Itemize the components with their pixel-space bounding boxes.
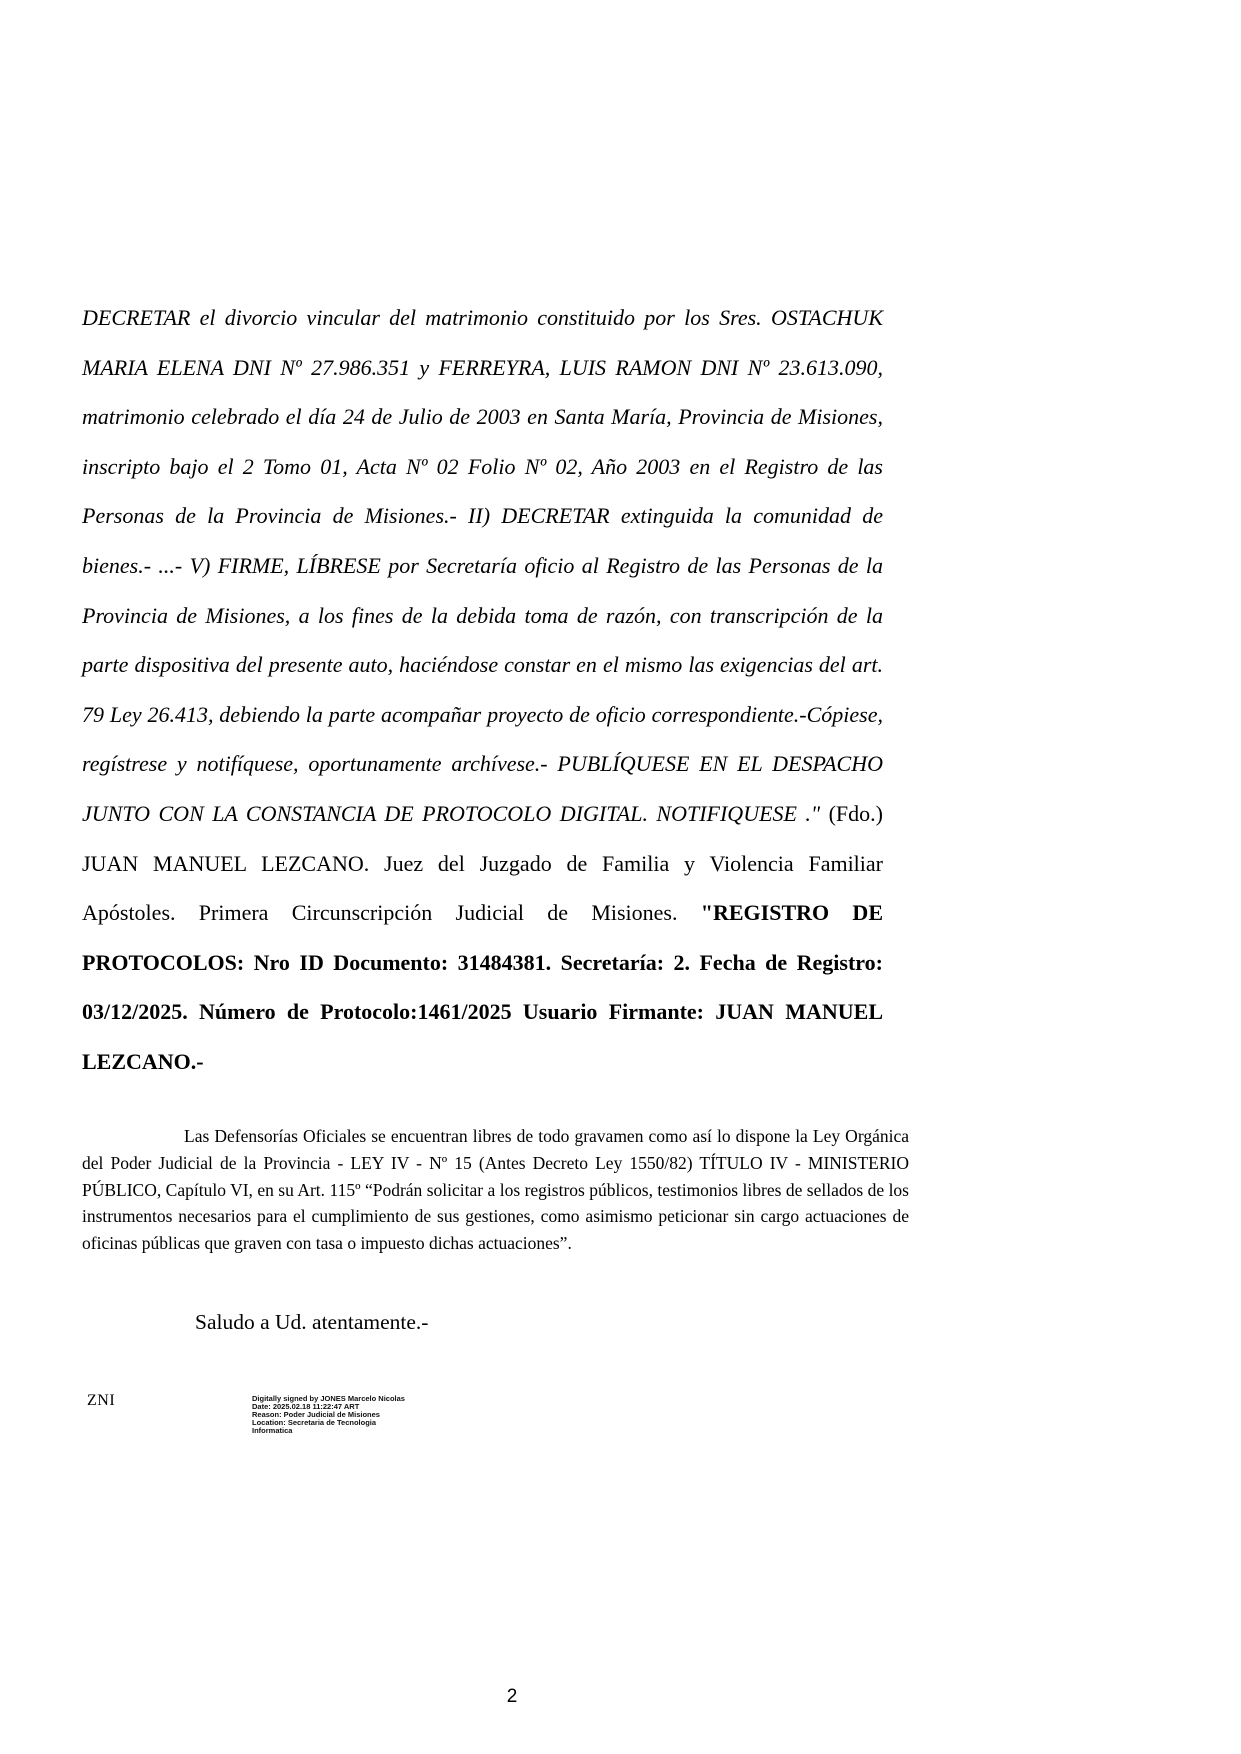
decree-paragraph bbox=[82, 293, 883, 1087]
page-number: 2 bbox=[506, 1686, 518, 1707]
stamp-line-signed-by: Digitally signed by JONES Marcelo Nicolas bbox=[252, 1394, 405, 1403]
statutory-footnote-text: Las Defensorías Oficiales se encuentran libres de todo gravamen como así lo dispone la Ley Orgánica del Poder Judicial de la Provincia - LEY IV - Nº 15 (Antes Decreto Ley 1550/82) TÍTULO IV - MINISTERIO PÚBLICO, Capítulo VI, en su Art. 115º “Podrán solicitar a los registros públicos, testimonios libres de sellados de los instrumentos necesarios para el cumplimiento de sus gestiones, como asimismo peticionar sin cargo actuaciones de oficinas públicas que graven con tasa o impuesto dichas actuaciones”. bbox=[82, 1126, 909, 1254]
stamp-line-location-2: Informatica bbox=[252, 1426, 293, 1435]
digital-signature-stamp bbox=[252, 1395, 432, 1435]
signer-initials: ZNI bbox=[87, 1392, 116, 1409]
salutation-text: Saludo a Ud. atentamente.- bbox=[195, 1310, 429, 1334]
stamp-line-date: Date: 2025.02.18 11:22:47 ART bbox=[252, 1402, 360, 1411]
decree-transcription-text: DECRETAR el divorcio vincular del matrimonio constituido por los Sres. OSTACHUK MARIA ELENA DNI Nº 27.986.351 y FERREYRA, LUIS RAMON DNI Nº 23.613.090, matrimonio celebrado el día 24 de Julio de 2003 en Santa María, Provincia de Misiones, inscripto bajo el 2 Tomo 01, Acta Nº 02 Folio Nº 02, Año 2003 en el Registro de las Personas de la Provincia de Misiones.- II) DECRETAR extinguida la comunidad de bienes.- ...- V) FIRME, LÍBRESE por Secretaría oficio al Registro de las Personas de la Provincia de Misiones, a los fines de la debida toma de razón, con transcripción de la parte dispositiva del presente auto, haciéndose constar en el mismo las exigencias del art. 79 Ley 26.413, debiendo la parte acompañar proyecto de oficio correspondiente.-Cópiese, regístrese y notifíquese, oportunamente archívese.- PUBLÍQUESE EN EL DESPACHO JUNTO CON LA CONSTANCIA DE PROTOCOLO DIGITAL. NOTIFIQUESE ." bbox=[82, 305, 883, 826]
stamp-line-location: Location: Secretaria de Tecnologia bbox=[252, 1418, 377, 1427]
stamp-line-reason: Reason: Poder Judicial de Misiones bbox=[252, 1410, 380, 1419]
judge-attribution-text: (Fdo.) JUAN MANUEL LEZCANO. Juez del Juzgado de Familia y Violencia Familiar Apóstoles. Primera Circunscripción Judicial de Misiones. bbox=[82, 800, 883, 926]
protocol-registry-text: "REGISTRO DE PROTOCOLOS: Nro ID Documento: 31484381. Secretaría: 2. Fecha de Registro: 03/12/2025. Número de Protocolo:1461/2025 Usuario Firmante: JUAN MANUEL LEZCANO.- bbox=[82, 900, 883, 1074]
